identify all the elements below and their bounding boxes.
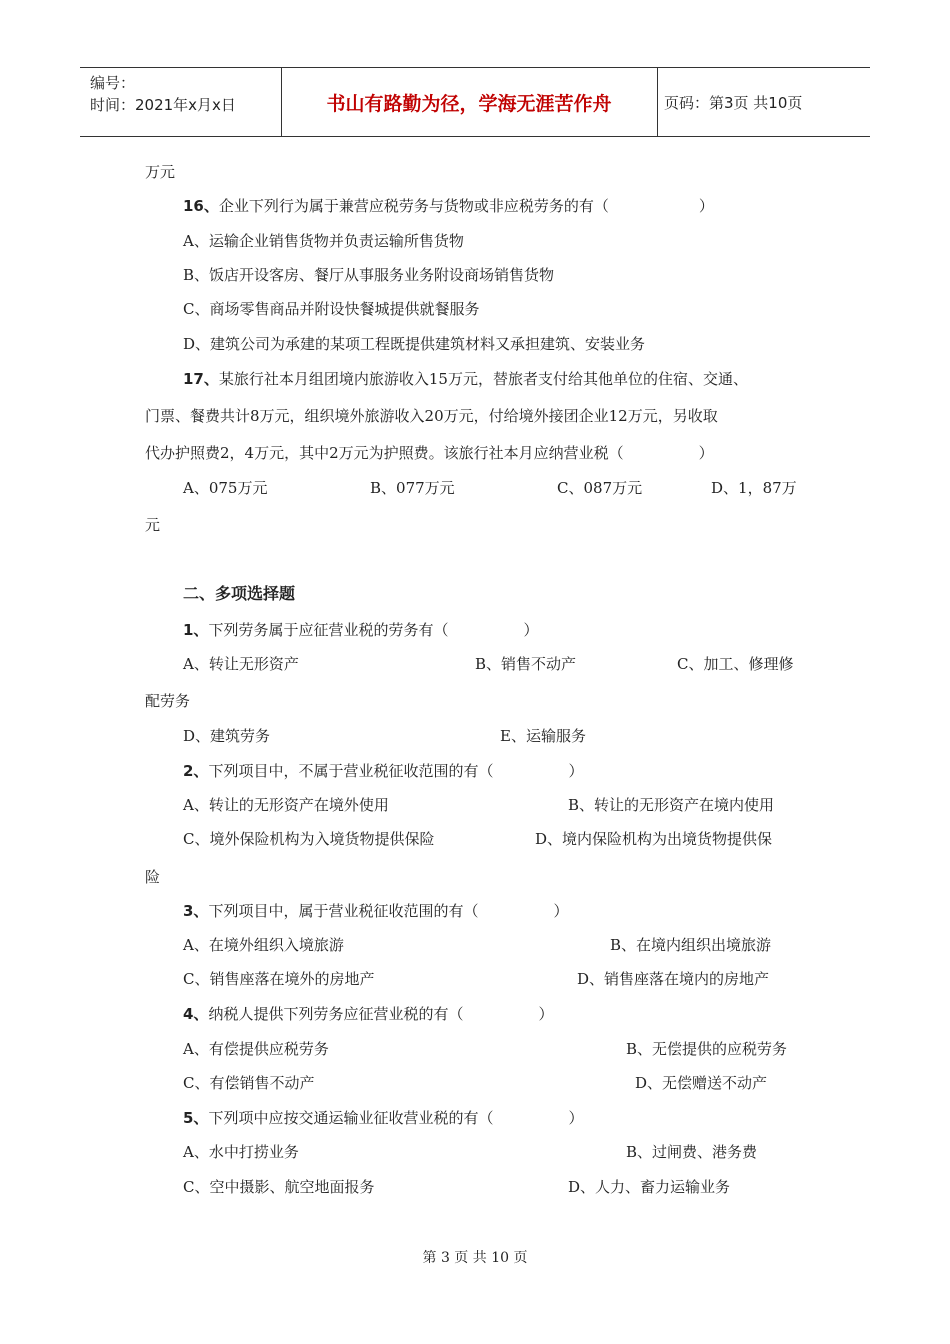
m4-text: 纳税人提供下列劳务应征营业税的有（ ）	[208, 1005, 554, 1023]
m3-number: 3、	[183, 902, 209, 920]
m5-option-c: C、空中摄影、航空地面报务	[183, 1178, 375, 1196]
m3-option-b: B、在境内组织出境旅游	[610, 936, 772, 954]
q17-option-d-tail: 元	[145, 516, 161, 534]
q17-option-d: D、1，87万	[711, 479, 797, 497]
m4-option-b: B、无偿提供的应税劳务	[626, 1040, 788, 1058]
m4-number: 4、	[183, 1005, 209, 1023]
q17-stem	[183, 369, 748, 389]
m4-option-c: C、有偿销售不动产	[183, 1074, 315, 1092]
m4-stem	[183, 1004, 553, 1024]
q17-option-c: C、087万元	[557, 479, 643, 497]
m2-option-a: A、转让的无形资产在境外使用	[183, 796, 389, 814]
q17-line1: 某旅行社本月组团境内旅游收入15万元，替旅者支付给其他单位的住宿、交通、	[218, 370, 748, 388]
q16-option-b: B、饭店开设客房、餐厅从事服务业务附设商场销售货物	[183, 266, 555, 284]
m2-stem	[183, 761, 583, 781]
m2-option-c: C、境外保险机构为入境货物提供保险	[183, 830, 435, 848]
m1-option-c: C、加工、修理修	[677, 655, 794, 673]
m5-stem	[183, 1108, 583, 1128]
m2-text: 下列项目中，不属于营业税征收范围的有（ ）	[208, 762, 584, 780]
m5-option-b: B、过闸费、港务费	[626, 1143, 758, 1161]
m5-number: 5、	[183, 1109, 209, 1127]
m1-option-e: E、运输服务	[500, 727, 586, 745]
header-divider	[657, 68, 658, 136]
m2-number: 2、	[183, 762, 209, 780]
page-header	[80, 67, 870, 137]
q15-tail: 万元	[145, 163, 176, 181]
m5-option-d: D、人力、畜力运输业务	[568, 1178, 731, 1196]
m1-option-d: D、建筑劳务	[183, 727, 271, 745]
m2-option-d: D、境内保险机构为出境货物提供保	[535, 830, 773, 848]
q16-option-a: A、运输企业销售货物并负责运输所售货物	[183, 232, 464, 250]
page-footer: 第 3 页 共 10 页	[422, 1250, 528, 1266]
m1-stem	[183, 620, 538, 640]
q16-option-d: D、建筑公司为承建的某项工程既提供建筑材料又承担建筑、安装业务	[183, 335, 646, 353]
section-title: 二、多项选择题	[183, 584, 296, 603]
m2-option-b: B、转让的无形资产在境内使用	[568, 796, 775, 814]
q16-stem	[183, 196, 714, 216]
m4-option-a: A、有偿提供应税劳务	[183, 1040, 329, 1058]
header-motto: 书山有路勤为径，学海无涯苦作舟	[326, 92, 612, 115]
m1-option-b: B、销售不动产	[475, 655, 577, 673]
q17-option-a: A、075万元	[183, 479, 268, 497]
header-page-label: 页码：第3页 共10页	[664, 94, 803, 112]
number-label: 编号：	[90, 74, 136, 92]
m3-option-c: C、销售座落在境外的房地产	[183, 970, 375, 988]
m4-option-d: D、无偿赠送不动产	[635, 1074, 768, 1092]
time-label: 时间：2021年x月x日	[90, 96, 236, 114]
m2-option-d-tail: 险	[145, 868, 161, 886]
m5-text: 下列项中应按交通运输业征收营业税的有（ ）	[208, 1109, 584, 1127]
q16-number: 16、	[183, 197, 219, 215]
q17-number: 17、	[183, 370, 219, 388]
header-meta	[90, 72, 236, 116]
q17-line2: 门票、餐费共计8万元，组织境外旅游收入20万元，付给境外接团企业12万元，另收取	[145, 407, 718, 425]
m3-option-d: D、销售座落在境内的房地产	[577, 970, 770, 988]
q17-option-b: B、077万元	[370, 479, 455, 497]
q16-option-c: C、商场零售商品并附设快餐城提供就餐服务	[183, 300, 480, 318]
m1-number: 1、	[183, 621, 209, 639]
m1-text: 下列劳务属于应征营业税的劳务有（ ）	[208, 621, 539, 639]
m3-text: 下列项目中，属于营业税征收范围的有（ ）	[208, 902, 569, 920]
m1-option-c-tail: 配劳务	[145, 692, 191, 710]
q16-text: 企业下列行为属于兼营应税劳务与货物或非应税劳务的有（ ）	[218, 197, 714, 215]
m3-option-a: A、在境外组织入境旅游	[183, 936, 344, 954]
q17-line3: 代办护照费2，4万元，其中2万元为护照费。该旅行社本月应纳营业税（ ）	[145, 444, 714, 462]
m1-option-a: A、转让无形资产	[183, 655, 299, 673]
m3-stem	[183, 901, 568, 921]
m5-option-a: A、水中打捞业务	[183, 1143, 299, 1161]
